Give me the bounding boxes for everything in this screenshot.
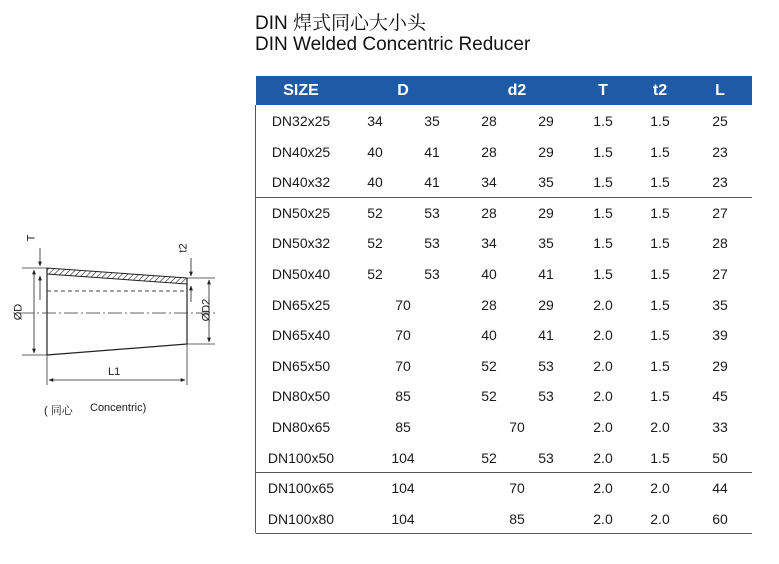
header-t2: t2 bbox=[652, 82, 668, 99]
cell-d-min: 40 bbox=[367, 143, 383, 160]
cell-d: 85 bbox=[395, 388, 411, 405]
cell-d2: 70 bbox=[509, 419, 525, 435]
cell-t: 1.5 bbox=[593, 174, 613, 191]
cell-size: DN50x32 bbox=[271, 235, 331, 252]
cell-t2: 1.5 bbox=[650, 204, 670, 221]
cell-d-min: 52 bbox=[367, 204, 383, 221]
cell-d-max: 53 bbox=[424, 266, 440, 282]
cell-t: 1.5 bbox=[593, 143, 613, 160]
cell-d: 104 bbox=[391, 480, 415, 497]
cell-t: 2.0 bbox=[593, 327, 613, 344]
cell-size: DN65x25 bbox=[271, 296, 331, 313]
header-d2: d2 bbox=[507, 82, 527, 99]
cell-d: 85 bbox=[395, 419, 411, 435]
header-t: T bbox=[598, 82, 608, 99]
cell-t2: 1.5 bbox=[650, 266, 670, 282]
cell-d-max: 35 bbox=[424, 113, 440, 129]
cell-t2: 1.5 bbox=[650, 449, 670, 466]
cell-t: 2.0 bbox=[593, 296, 613, 313]
cell-d-min: 52 bbox=[367, 235, 383, 252]
cell-d2-max: 35 bbox=[538, 174, 554, 191]
cell-l: 50 bbox=[712, 449, 728, 466]
cell-t2: 1.5 bbox=[650, 174, 670, 191]
cell-d2-min: 28 bbox=[481, 113, 497, 129]
header-l: L bbox=[715, 82, 725, 99]
table-header-row bbox=[256, 76, 752, 105]
cell-l: 45 bbox=[712, 388, 728, 405]
cell-l: 35 bbox=[712, 296, 728, 313]
group-divider bbox=[256, 533, 752, 534]
group-left-border bbox=[255, 105, 256, 197]
label-l1: L1 bbox=[108, 366, 121, 378]
group-left-border bbox=[255, 197, 256, 472]
cell-l: 28 bbox=[712, 235, 728, 252]
cell-t: 2.0 bbox=[593, 357, 613, 374]
label-od2: ØD2 bbox=[200, 298, 213, 322]
cell-size: DN50x40 bbox=[271, 266, 331, 282]
cell-t: 1.5 bbox=[593, 113, 613, 129]
spec-table bbox=[256, 76, 752, 535]
cell-t2: 1.5 bbox=[650, 113, 670, 129]
cell-d2-min: 28 bbox=[481, 143, 497, 160]
title-chinese: DIN 焊式同心大小头 bbox=[255, 13, 427, 34]
cell-t2: 1.5 bbox=[650, 235, 670, 252]
label-t2: t2 bbox=[177, 243, 190, 253]
cell-d-max: 53 bbox=[424, 204, 440, 221]
cell-d: 70 bbox=[395, 296, 411, 313]
cell-d2-min: 40 bbox=[481, 266, 497, 282]
cell-t2: 2.0 bbox=[650, 419, 670, 435]
header-d: D bbox=[397, 82, 409, 99]
cell-t: 1.5 bbox=[593, 266, 613, 282]
cell-d-max: 41 bbox=[424, 143, 440, 160]
cell-d-min: 34 bbox=[367, 113, 383, 129]
cell-l: 23 bbox=[712, 143, 728, 160]
cell-d2-max: 29 bbox=[538, 113, 554, 129]
cell-l: 33 bbox=[712, 419, 728, 435]
cell-d2-max: 35 bbox=[538, 235, 554, 252]
cell-l: 23 bbox=[712, 174, 728, 191]
cell-t: 2.0 bbox=[593, 480, 613, 497]
cell-d2-max: 29 bbox=[538, 143, 554, 160]
cell-l: 60 bbox=[712, 510, 728, 527]
cell-d2-max: 41 bbox=[538, 266, 554, 282]
cell-size: DN40x25 bbox=[271, 143, 331, 160]
caption-english: Concentric) bbox=[90, 402, 147, 414]
reducer-bottom-outline bbox=[47, 344, 187, 355]
reducer-wall-section bbox=[47, 268, 187, 284]
cell-l: 27 bbox=[712, 266, 728, 282]
cell-size: DN40x32 bbox=[271, 174, 331, 191]
cell-t2: 1.5 bbox=[650, 388, 670, 405]
cell-d2-max: 29 bbox=[538, 296, 554, 313]
header-size: SIZE bbox=[283, 82, 319, 99]
cell-d2-min: 40 bbox=[481, 327, 497, 344]
cell-d2-min: 28 bbox=[481, 296, 497, 313]
cell-l: 25 bbox=[712, 113, 728, 129]
cell-d-max: 53 bbox=[424, 235, 440, 252]
group-divider bbox=[256, 197, 752, 198]
cell-d2-min: 52 bbox=[481, 357, 497, 374]
cell-size: DN100x50 bbox=[267, 449, 335, 466]
cell-d2-max: 53 bbox=[538, 388, 554, 405]
cell-size: DN50x25 bbox=[271, 204, 331, 221]
cell-t2: 2.0 bbox=[650, 510, 670, 527]
cell-l: 29 bbox=[712, 357, 728, 374]
cell-t2: 2.0 bbox=[650, 480, 670, 497]
title-english: DIN Welded Concentric Reducer bbox=[255, 34, 531, 55]
cell-d2-min: 52 bbox=[481, 388, 497, 405]
cell-size: DN80x50 bbox=[271, 388, 331, 405]
cell-d-max: 41 bbox=[424, 174, 440, 191]
caption-chinese: ( 同心 bbox=[44, 405, 73, 417]
cell-t: 1.5 bbox=[593, 235, 613, 252]
cell-size: DN80x65 bbox=[271, 419, 331, 435]
cell-size: DN100x80 bbox=[267, 510, 335, 527]
cell-d2-max: 41 bbox=[538, 327, 554, 344]
cell-d-min: 40 bbox=[367, 174, 383, 191]
cell-l: 27 bbox=[712, 204, 728, 221]
cell-d2-max: 53 bbox=[538, 449, 554, 466]
cell-t: 2.0 bbox=[593, 510, 613, 527]
cell-d: 104 bbox=[391, 449, 415, 466]
label-od: ØD bbox=[12, 303, 25, 321]
cell-size: DN65x50 bbox=[271, 357, 331, 374]
cell-size: DN100x65 bbox=[267, 480, 335, 497]
cell-d: 70 bbox=[395, 357, 411, 374]
cell-t2: 1.5 bbox=[650, 143, 670, 160]
cell-l: 44 bbox=[712, 480, 728, 497]
cell-d2: 85 bbox=[509, 510, 525, 527]
cell-t2: 1.5 bbox=[650, 296, 670, 313]
cell-d2-min: 34 bbox=[481, 235, 497, 252]
cell-d-min: 52 bbox=[367, 266, 383, 282]
cell-d: 70 bbox=[395, 327, 411, 344]
cell-t2: 1.5 bbox=[650, 327, 670, 344]
cell-t2: 1.5 bbox=[650, 357, 670, 374]
cell-l: 39 bbox=[712, 327, 728, 344]
cell-d: 104 bbox=[391, 510, 415, 527]
cell-d2-min: 28 bbox=[481, 204, 497, 221]
cell-d2-max: 53 bbox=[538, 357, 554, 374]
cell-d2-min: 34 bbox=[481, 174, 497, 191]
label-T: T bbox=[25, 234, 38, 242]
cell-d2-min: 52 bbox=[481, 449, 497, 466]
cell-t: 1.5 bbox=[593, 204, 613, 221]
cell-t: 2.0 bbox=[593, 449, 613, 466]
cell-size: DN32x25 bbox=[271, 113, 331, 129]
group-left-border bbox=[255, 472, 256, 533]
cell-d2: 70 bbox=[509, 480, 525, 497]
cell-t: 2.0 bbox=[593, 388, 613, 405]
cell-t: 2.0 bbox=[593, 419, 613, 435]
cell-size: DN65x40 bbox=[271, 327, 331, 344]
cell-d2-max: 29 bbox=[538, 204, 554, 221]
group-divider bbox=[256, 472, 752, 473]
